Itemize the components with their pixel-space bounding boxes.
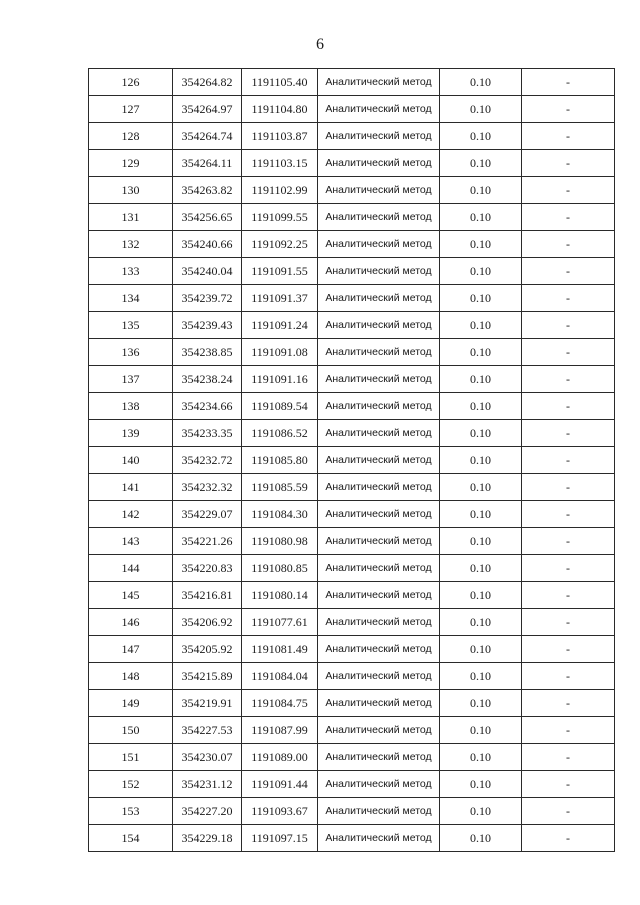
note-cell: - (522, 717, 615, 744)
table-row (89, 663, 615, 690)
table-row (89, 393, 615, 420)
point-number-cell: 127 (89, 96, 173, 123)
error-cell: 0.10 (440, 609, 522, 636)
note-cell: - (522, 150, 615, 177)
method-cell: Аналитический метод (318, 825, 440, 852)
y-coordinate-cell: 1191103.15 (242, 150, 318, 177)
point-number-cell: 153 (89, 798, 173, 825)
table-row (89, 798, 615, 825)
y-coordinate-cell: 1191089.54 (242, 393, 318, 420)
y-coordinate-cell: 1191084.04 (242, 663, 318, 690)
point-number-cell: 152 (89, 771, 173, 798)
note-cell: - (522, 204, 615, 231)
method-cell: Аналитический метод (318, 258, 440, 285)
table-row (89, 636, 615, 663)
method-cell: Аналитический метод (318, 636, 440, 663)
error-cell: 0.10 (440, 528, 522, 555)
x-coordinate-cell: 354215.89 (173, 663, 242, 690)
x-coordinate-cell: 354232.72 (173, 447, 242, 474)
note-cell: - (522, 285, 615, 312)
y-coordinate-cell: 1191091.44 (242, 771, 318, 798)
y-coordinate-cell: 1191102.99 (242, 177, 318, 204)
error-cell: 0.10 (440, 285, 522, 312)
point-number-cell: 148 (89, 663, 173, 690)
y-coordinate-cell: 1191091.37 (242, 285, 318, 312)
method-cell: Аналитический метод (318, 717, 440, 744)
y-coordinate-cell: 1191091.08 (242, 339, 318, 366)
x-coordinate-cell: 354234.66 (173, 393, 242, 420)
point-number-cell: 138 (89, 393, 173, 420)
note-cell: - (522, 528, 615, 555)
y-coordinate-cell: 1191081.49 (242, 636, 318, 663)
x-coordinate-cell: 354227.53 (173, 717, 242, 744)
x-coordinate-cell: 354256.65 (173, 204, 242, 231)
table-row (89, 582, 615, 609)
table-row (89, 825, 615, 852)
coordinates-table-body (89, 69, 615, 852)
y-coordinate-cell: 1191104.80 (242, 96, 318, 123)
error-cell: 0.10 (440, 825, 522, 852)
error-cell: 0.10 (440, 420, 522, 447)
y-coordinate-cell: 1191080.85 (242, 555, 318, 582)
y-coordinate-cell: 1191086.52 (242, 420, 318, 447)
point-number-cell: 150 (89, 717, 173, 744)
table-row (89, 528, 615, 555)
point-number-cell: 135 (89, 312, 173, 339)
y-coordinate-cell: 1191077.61 (242, 609, 318, 636)
x-coordinate-cell: 354238.85 (173, 339, 242, 366)
method-cell: Аналитический метод (318, 150, 440, 177)
table-row (89, 231, 615, 258)
method-cell: Аналитический метод (318, 663, 440, 690)
y-coordinate-cell: 1191080.14 (242, 582, 318, 609)
x-coordinate-cell: 354264.11 (173, 150, 242, 177)
point-number-cell: 128 (89, 123, 173, 150)
method-cell: Аналитический метод (318, 420, 440, 447)
x-coordinate-cell: 354263.82 (173, 177, 242, 204)
table-row (89, 312, 615, 339)
x-coordinate-cell: 354216.81 (173, 582, 242, 609)
table-row (89, 744, 615, 771)
method-cell: Аналитический метод (318, 204, 440, 231)
error-cell: 0.10 (440, 69, 522, 96)
table-row (89, 123, 615, 150)
note-cell: - (522, 96, 615, 123)
error-cell: 0.10 (440, 555, 522, 582)
method-cell: Аналитический метод (318, 771, 440, 798)
x-coordinate-cell: 354230.07 (173, 744, 242, 771)
note-cell: - (522, 447, 615, 474)
x-coordinate-cell: 354229.07 (173, 501, 242, 528)
x-coordinate-cell: 354238.24 (173, 366, 242, 393)
error-cell: 0.10 (440, 312, 522, 339)
note-cell: - (522, 123, 615, 150)
table-row (89, 69, 615, 96)
point-number-cell: 142 (89, 501, 173, 528)
error-cell: 0.10 (440, 744, 522, 771)
table-row (89, 366, 615, 393)
method-cell: Аналитический метод (318, 393, 440, 420)
y-coordinate-cell: 1191084.30 (242, 501, 318, 528)
x-coordinate-cell: 354219.91 (173, 690, 242, 717)
x-coordinate-cell: 354239.43 (173, 312, 242, 339)
method-cell: Аналитический метод (318, 312, 440, 339)
method-cell: Аналитический метод (318, 447, 440, 474)
method-cell: Аналитический метод (318, 366, 440, 393)
table-row (89, 339, 615, 366)
table-row (89, 420, 615, 447)
y-coordinate-cell: 1191099.55 (242, 204, 318, 231)
error-cell: 0.10 (440, 339, 522, 366)
y-coordinate-cell: 1191092.25 (242, 231, 318, 258)
note-cell: - (522, 393, 615, 420)
note-cell: - (522, 258, 615, 285)
method-cell: Аналитический метод (318, 609, 440, 636)
table-row (89, 285, 615, 312)
error-cell: 0.10 (440, 717, 522, 744)
y-coordinate-cell: 1191091.24 (242, 312, 318, 339)
note-cell: - (522, 744, 615, 771)
x-coordinate-cell: 354264.82 (173, 69, 242, 96)
error-cell: 0.10 (440, 177, 522, 204)
point-number-cell: 141 (89, 474, 173, 501)
error-cell: 0.10 (440, 447, 522, 474)
error-cell: 0.10 (440, 690, 522, 717)
note-cell: - (522, 555, 615, 582)
x-coordinate-cell: 354232.32 (173, 474, 242, 501)
point-number-cell: 136 (89, 339, 173, 366)
error-cell: 0.10 (440, 96, 522, 123)
table-row (89, 555, 615, 582)
error-cell: 0.10 (440, 366, 522, 393)
point-number-cell: 143 (89, 528, 173, 555)
coordinates-table (88, 68, 615, 852)
table-row (89, 96, 615, 123)
table-row (89, 177, 615, 204)
y-coordinate-cell: 1191087.99 (242, 717, 318, 744)
note-cell: - (522, 825, 615, 852)
note-cell: - (522, 339, 615, 366)
error-cell: 0.10 (440, 204, 522, 231)
note-cell: - (522, 798, 615, 825)
table-row (89, 447, 615, 474)
y-coordinate-cell: 1191080.98 (242, 528, 318, 555)
point-number-cell: 154 (89, 825, 173, 852)
x-coordinate-cell: 354221.26 (173, 528, 242, 555)
note-cell: - (522, 366, 615, 393)
y-coordinate-cell: 1191103.87 (242, 123, 318, 150)
point-number-cell: 139 (89, 420, 173, 447)
method-cell: Аналитический метод (318, 798, 440, 825)
x-coordinate-cell: 354206.92 (173, 609, 242, 636)
table-row (89, 771, 615, 798)
point-number-cell: 137 (89, 366, 173, 393)
note-cell: - (522, 663, 615, 690)
table-row (89, 690, 615, 717)
x-coordinate-cell: 354239.72 (173, 285, 242, 312)
error-cell: 0.10 (440, 258, 522, 285)
y-coordinate-cell: 1191091.16 (242, 366, 318, 393)
y-coordinate-cell: 1191085.59 (242, 474, 318, 501)
point-number-cell: 147 (89, 636, 173, 663)
point-number-cell: 126 (89, 69, 173, 96)
error-cell: 0.10 (440, 636, 522, 663)
note-cell: - (522, 636, 615, 663)
x-coordinate-cell: 354227.20 (173, 798, 242, 825)
error-cell: 0.10 (440, 771, 522, 798)
error-cell: 0.10 (440, 393, 522, 420)
y-coordinate-cell: 1191089.00 (242, 744, 318, 771)
method-cell: Аналитический метод (318, 474, 440, 501)
error-cell: 0.10 (440, 582, 522, 609)
method-cell: Аналитический метод (318, 339, 440, 366)
note-cell: - (522, 420, 615, 447)
error-cell: 0.10 (440, 474, 522, 501)
note-cell: - (522, 582, 615, 609)
point-number-cell: 151 (89, 744, 173, 771)
error-cell: 0.10 (440, 150, 522, 177)
x-coordinate-cell: 354220.83 (173, 555, 242, 582)
x-coordinate-cell: 354264.74 (173, 123, 242, 150)
x-coordinate-cell: 354240.04 (173, 258, 242, 285)
note-cell: - (522, 312, 615, 339)
table-row (89, 717, 615, 744)
table-row (89, 150, 615, 177)
point-number-cell: 144 (89, 555, 173, 582)
y-coordinate-cell: 1191085.80 (242, 447, 318, 474)
table-row (89, 204, 615, 231)
point-number-cell: 131 (89, 204, 173, 231)
y-coordinate-cell: 1191093.67 (242, 798, 318, 825)
error-cell: 0.10 (440, 123, 522, 150)
method-cell: Аналитический метод (318, 231, 440, 258)
method-cell: Аналитический метод (318, 690, 440, 717)
note-cell: - (522, 501, 615, 528)
point-number-cell: 145 (89, 582, 173, 609)
note-cell: - (522, 609, 615, 636)
x-coordinate-cell: 354231.12 (173, 771, 242, 798)
x-coordinate-cell: 354233.35 (173, 420, 242, 447)
point-number-cell: 149 (89, 690, 173, 717)
x-coordinate-cell: 354240.66 (173, 231, 242, 258)
note-cell: - (522, 690, 615, 717)
method-cell: Аналитический метод (318, 501, 440, 528)
error-cell: 0.10 (440, 231, 522, 258)
table-row (89, 609, 615, 636)
method-cell: Аналитический метод (318, 96, 440, 123)
note-cell: - (522, 771, 615, 798)
method-cell: Аналитический метод (318, 177, 440, 204)
note-cell: - (522, 177, 615, 204)
x-coordinate-cell: 354229.18 (173, 825, 242, 852)
point-number-cell: 129 (89, 150, 173, 177)
table-row (89, 474, 615, 501)
x-coordinate-cell: 354205.92 (173, 636, 242, 663)
method-cell: Аналитический метод (318, 123, 440, 150)
note-cell: - (522, 474, 615, 501)
method-cell: Аналитический метод (318, 69, 440, 96)
page-number: 6 (316, 36, 324, 53)
method-cell: Аналитический метод (318, 528, 440, 555)
note-cell: - (522, 69, 615, 96)
y-coordinate-cell: 1191084.75 (242, 690, 318, 717)
method-cell: Аналитический метод (318, 555, 440, 582)
method-cell: Аналитический метод (318, 582, 440, 609)
table-row (89, 501, 615, 528)
table-row (89, 258, 615, 285)
y-coordinate-cell: 1191091.55 (242, 258, 318, 285)
point-number-cell: 133 (89, 258, 173, 285)
error-cell: 0.10 (440, 798, 522, 825)
error-cell: 0.10 (440, 663, 522, 690)
method-cell: Аналитический метод (318, 285, 440, 312)
x-coordinate-cell: 354264.97 (173, 96, 242, 123)
note-cell: - (522, 231, 615, 258)
point-number-cell: 140 (89, 447, 173, 474)
error-cell: 0.10 (440, 501, 522, 528)
point-number-cell: 132 (89, 231, 173, 258)
method-cell: Аналитический метод (318, 744, 440, 771)
y-coordinate-cell: 1191097.15 (242, 825, 318, 852)
y-coordinate-cell: 1191105.40 (242, 69, 318, 96)
point-number-cell: 134 (89, 285, 173, 312)
point-number-cell: 130 (89, 177, 173, 204)
point-number-cell: 146 (89, 609, 173, 636)
